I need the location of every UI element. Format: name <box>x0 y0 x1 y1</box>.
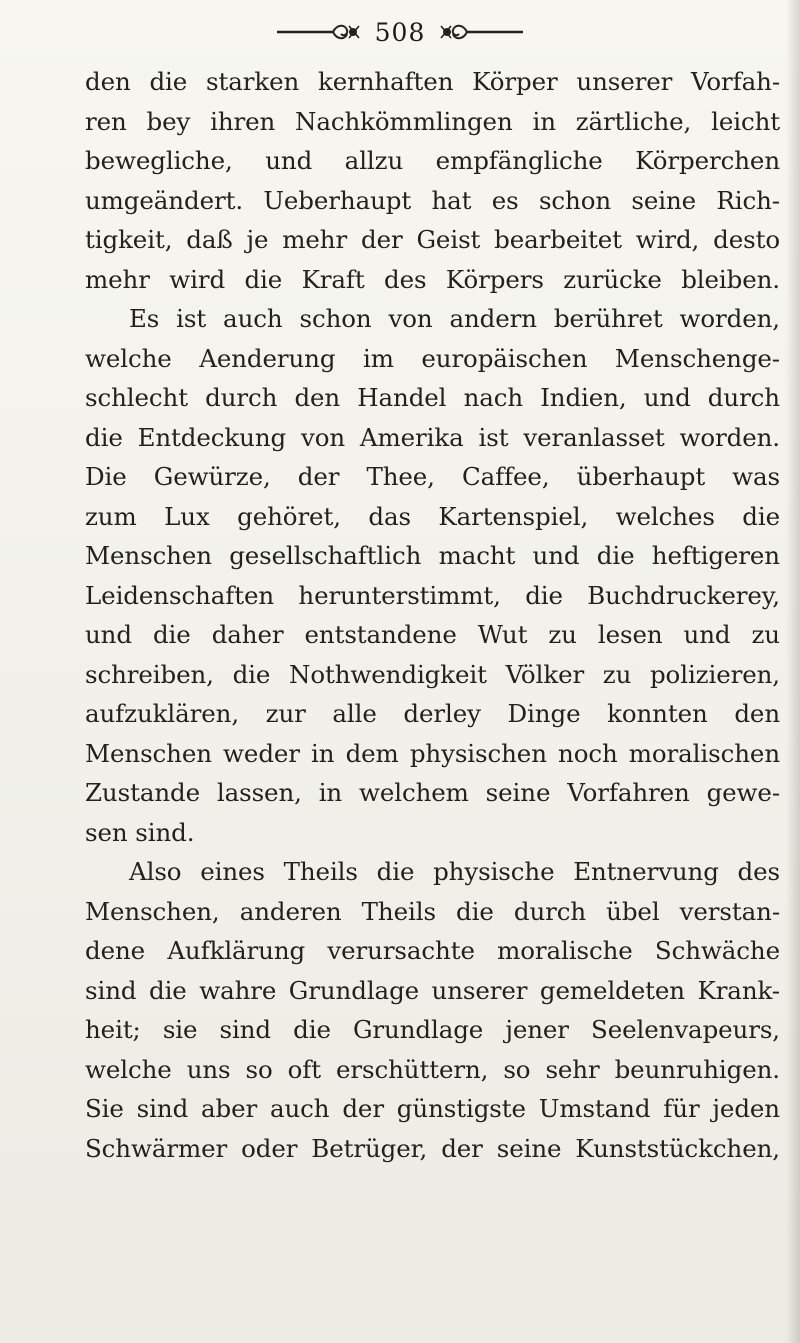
text-line: welche Aenderung im europäischen Menschenge- <box>85 343 780 373</box>
text-line: heit; sie sind die Grundlage jener Seelenvapeurs, <box>85 1015 780 1044</box>
text-line: ren bey ihren Nachkömmlingen in zärtliche, leicht <box>85 106 780 136</box>
text-line: aufzuklären, zur alle derley Dinge konnten den <box>85 699 780 728</box>
right-flourish-icon <box>439 21 525 43</box>
text-line: zum Lux gehöret, das Kartenspiel, welches die <box>85 501 780 531</box>
text-line: Zustande lassen, in welchem seine Vorfahren gewe- <box>85 778 780 807</box>
text-line: dene Aufklärung verursachte moralische Schwäche <box>85 936 780 965</box>
text-line: Menschen, anderen Theils die durch übel verstan- <box>85 896 780 926</box>
text-line: Also eines Theils die physische Entnervung des <box>129 857 780 886</box>
body-text <box>85 62 780 1168</box>
text-line: tigkeit, daß je mehr der Geist bearbeitet wird, desto <box>85 225 780 254</box>
text-line: sind die wahre Grundlage unserer gemeldeten Krank- <box>85 975 780 1005</box>
text-line: umgeändert. Ueberhaupt hat es schon seine Rich- <box>85 185 780 215</box>
text-line: Sie sind aber auch der günstigste Umstand für jeden <box>85 1094 780 1123</box>
text-line: schreiben, die Nothwendigkeit Völker zu polizieren, <box>85 659 780 689</box>
text-line: schlecht durch den Handel nach Indien, und durch <box>85 383 780 412</box>
left-flourish-icon <box>275 21 361 43</box>
page-edge-shadow <box>786 0 800 1343</box>
text-line: sen sind. <box>85 817 195 847</box>
text-line: und die daher entstandene Wut zu lesen und zu <box>85 620 780 649</box>
page-number: 508 <box>374 17 426 47</box>
page-header <box>0 8 800 56</box>
text-line: Leidenschaften herunterstimmt, die Buchdruckerey, <box>85 580 780 610</box>
text-line: Menschen weder in dem physischen noch moralischen <box>85 738 780 768</box>
text-line: bewegliche, und allzu empfängliche Körperchen <box>85 146 780 175</box>
text-line: Es ist auch schon von andern berühret worden, <box>129 304 780 333</box>
text-line: welche uns so oft erschüttern, so sehr beunruhigen. <box>85 1054 780 1084</box>
text-line: die Entdeckung von Amerika ist veranlasset worden. <box>85 422 780 452</box>
text-line: Menschen gesellschaftlich macht und die heftigeren <box>85 541 780 570</box>
text-line: mehr wird die Kraft des Körpers zurücke bleiben. <box>85 264 780 294</box>
text-line: Schwärmer oder Betrüger, der seine Kunststückchen, <box>85 1133 780 1163</box>
text-line: Die Gewürze, der Thee, Caffee, überhaupt was <box>85 462 780 491</box>
text-line: den die starken kernhaften Körper unserer Vorfah- <box>85 67 780 96</box>
